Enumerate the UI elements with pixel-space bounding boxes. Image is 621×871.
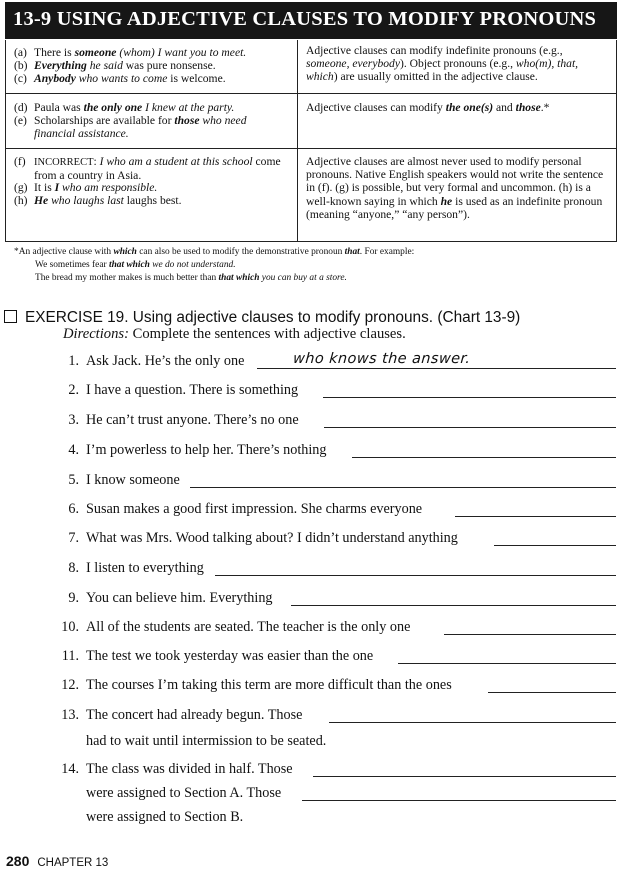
footnote-example: We sometimes fear that which we do not understand. (35, 260, 236, 270)
answer-blank[interactable] (302, 800, 616, 801)
answer-blank[interactable] (398, 663, 616, 664)
chapter-label: CHAPTER 13 (37, 857, 109, 869)
answer-blank[interactable] (324, 427, 616, 428)
grammar-chart (5, 40, 617, 242)
item-number: 2. (68, 382, 79, 398)
examples-cell: (d) Paula was the only one I knew at the party. (e) Scholarships are available for those who need financial assistance. (6, 94, 298, 148)
exercise-item-6 (0, 501, 621, 523)
item-number: 8. (68, 560, 79, 576)
handwritten-answer: who knows the answer. (292, 351, 472, 367)
item-number: 9. (68, 590, 79, 606)
exercise-item-5 (0, 472, 621, 494)
chart-row-2 (6, 94, 616, 149)
explanation-text: Adjective clauses can modify indefinite pronouns (e.g., someone, everybody). Object pronouns (e.g., who(m), that, which) are usually omitted in the adjective clause. (306, 44, 579, 84)
answer-blank[interactable] (352, 457, 616, 458)
explanation-cell (298, 94, 616, 148)
item-number: 4. (68, 442, 79, 458)
exercise-checkbox[interactable] (4, 310, 17, 323)
exercise-item-7 (0, 530, 621, 552)
item-number: 3. (68, 412, 79, 428)
chart-row-3 (6, 149, 616, 242)
examples-cell: (a) There is someone (whom) I want you to meet. (b) Everything he said was pure nonsense. (c) Anybody who wants to come is welcome. (6, 40, 298, 93)
item-stem: I’m powerless to help her. There’s nothing (86, 442, 327, 458)
item-14-line-2: were assigned to Section A. Those (0, 785, 621, 807)
answer-blank[interactable] (488, 692, 616, 693)
exercise-item-10 (0, 619, 621, 641)
explanation-text: Adjective clauses are almost never used to modify personal pronouns. Native English speakers would not write the sentence in (f). (g) is possible, but very formal and uncommon. (h) is a well-known saying in which he is used as an indefinite pronoun (meaning “anyone,” “any person”). (306, 155, 604, 221)
explanation-text: Adjective clauses can modify the one(s) and those.* (306, 101, 550, 114)
item-stem: The test we took yesterday was easier than the one (86, 648, 374, 664)
exercise-item-14 (0, 761, 621, 783)
examples-cell: (f) INCORRECT: I who am a student at this school come from a country in Asia. (g) It is I who am responsible. (h) He who laughs last laughs best. (6, 149, 298, 241)
item-stem: The courses I’m taking this term are more difficult than the ones (86, 677, 452, 693)
chart-header (5, 2, 617, 39)
exercise-item-3 (0, 412, 621, 434)
answer-blank[interactable] (444, 634, 616, 635)
item-stem: Susan makes a good first impression. She charms everyone (86, 501, 423, 517)
item-stem: The concert had already begun. Those (86, 707, 303, 723)
exercise-item-4 (0, 442, 621, 464)
item-number: 1. (68, 353, 79, 369)
item-stem: I have a question. There is something (86, 382, 299, 398)
item-stem: All of the students are seated. The teacher is the only one (86, 619, 411, 635)
exercise-item-12 (0, 677, 621, 699)
answer-blank[interactable] (291, 605, 616, 606)
item-stem: The class was divided in half. Those (86, 761, 293, 777)
exercise-item-8 (0, 560, 621, 582)
item-number: 6. (68, 501, 79, 517)
item-number: 14. (61, 761, 79, 777)
exercise-title: EXERCISE 19. Using adjective clauses to modify pronouns. (Chart 13-9) (4, 309, 520, 327)
page-number: 280 (6, 853, 30, 869)
item-stem: He can’t trust anyone. There’s no one (86, 412, 299, 428)
explanation-cell (298, 149, 616, 241)
answer-blank[interactable] (190, 487, 616, 488)
answer-blank[interactable] (323, 397, 616, 398)
exercise-item-13 (0, 707, 621, 729)
item-stem: What was Mrs. Wood talking about? I didn’t understand anything (86, 530, 458, 546)
answer-blank[interactable] (257, 368, 616, 369)
explanation-cell (298, 40, 616, 93)
item-number: 12. (61, 677, 79, 693)
exercise-item-11 (0, 648, 621, 670)
item-number: 13. (61, 707, 79, 723)
answer-blank[interactable] (494, 545, 616, 546)
item-13-continuation: had to wait until intermission to be seated. (86, 733, 327, 749)
item-number: 10. (61, 619, 79, 635)
item-number: 7. (68, 530, 79, 546)
directions: Directions: Complete the sentences with adjective clauses. (63, 326, 406, 342)
item-number: 5. (68, 472, 79, 488)
chart-row-1 (6, 40, 616, 94)
answer-blank[interactable] (329, 722, 616, 723)
exercise-item-2 (0, 382, 621, 404)
answer-blank[interactable] (215, 575, 616, 576)
footnote: *An adjective clause with which can also be used to modify the demonstrative pronoun that. For example: (14, 247, 415, 257)
footnote-example: The bread my mother makes is much better than that which you can buy at a store. (35, 273, 347, 283)
chart-title: 13-9 USING ADJECTIVE CLAUSES TO MODIFY PRONOUNS (13, 8, 597, 30)
item-number: 11. (61, 648, 79, 664)
item-stem: I listen to everything (86, 560, 204, 576)
item-stem: I know someone (86, 472, 180, 488)
answer-blank[interactable] (313, 776, 616, 777)
page-footer (6, 853, 108, 871)
exercise-item-9 (0, 590, 621, 612)
answer-blank[interactable] (455, 516, 616, 517)
item-stem: Ask Jack. He’s the only one (86, 353, 245, 369)
item-14-line-3: were assigned to Section B. (86, 809, 244, 825)
item-stem: You can believe him. Everything (86, 590, 273, 606)
